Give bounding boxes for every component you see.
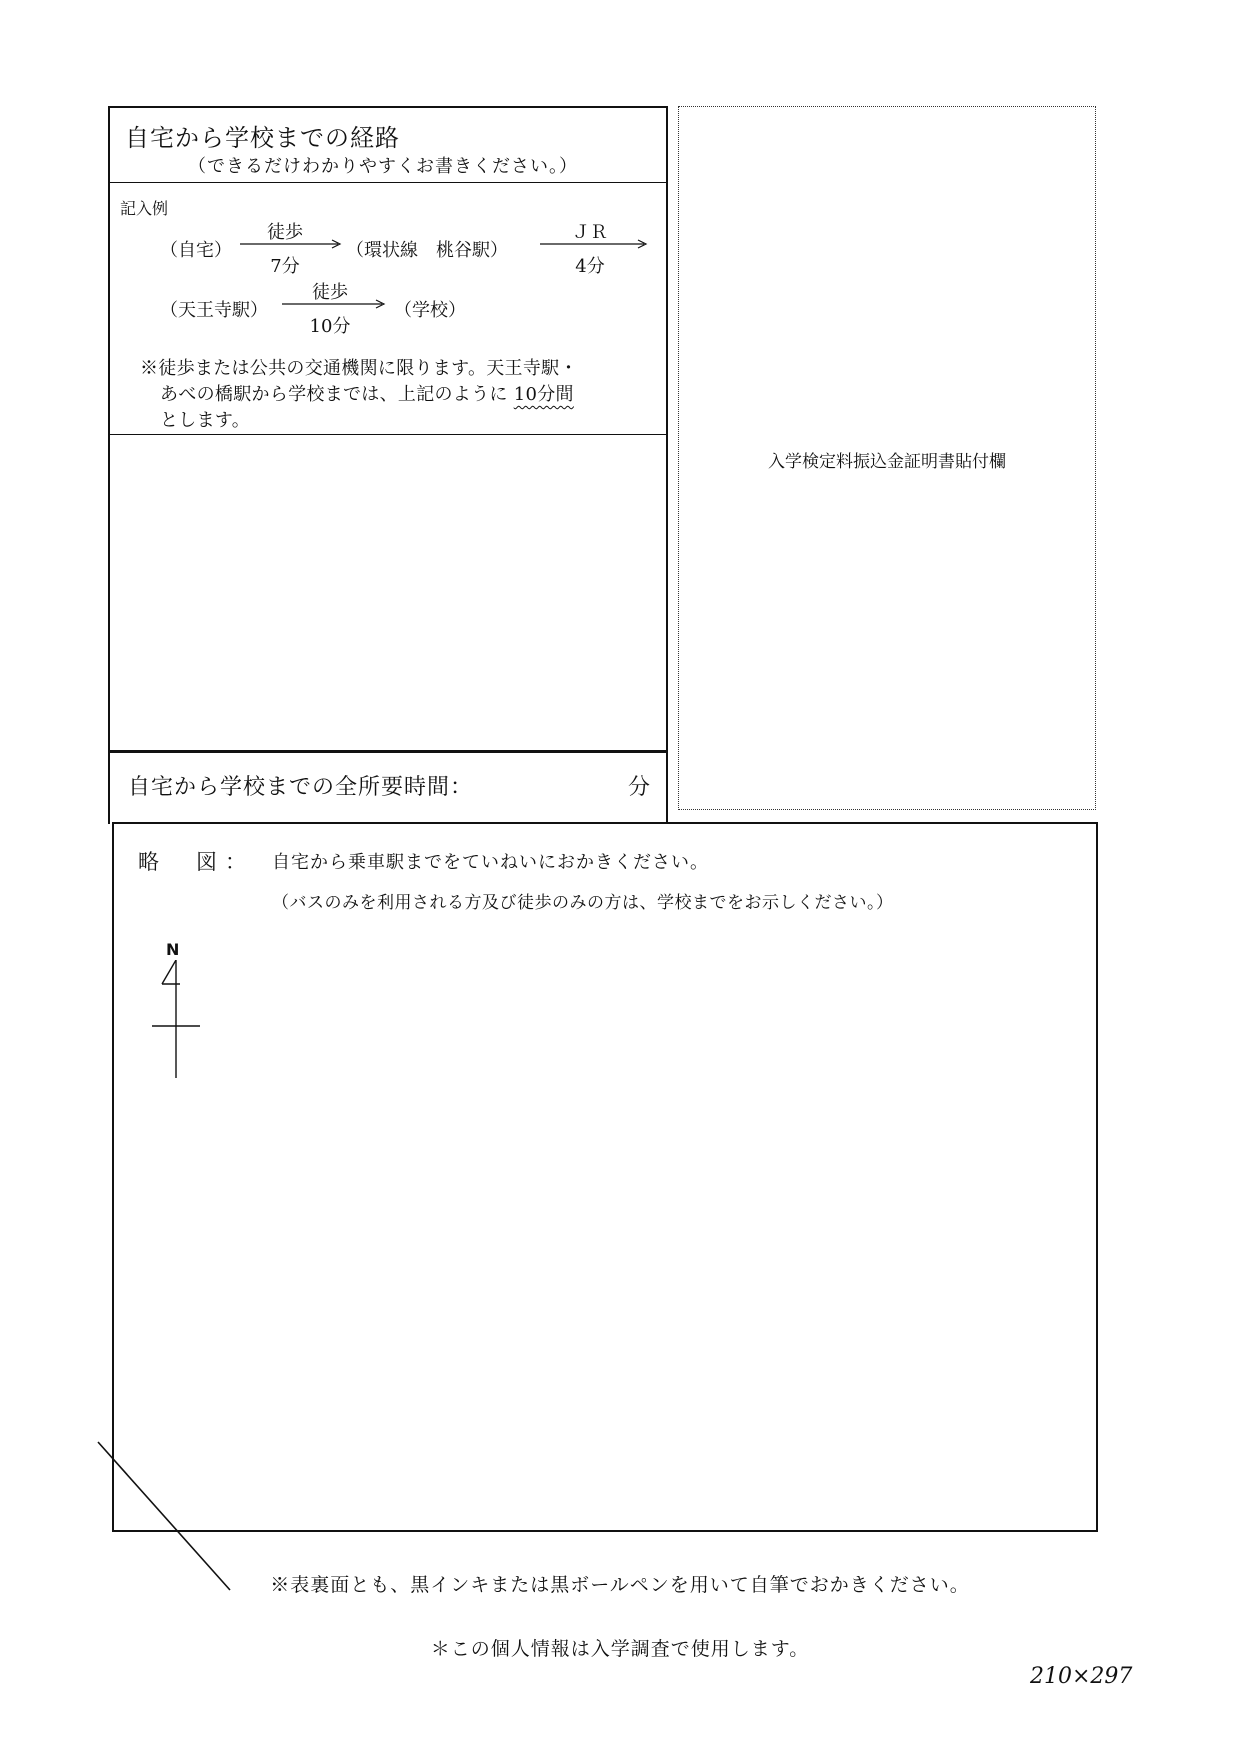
route-subtitle: （できるだけわかりやすくお書きください。） bbox=[188, 156, 578, 177]
receipt-label: 入学検定料振込金証明書貼付欄 bbox=[768, 452, 1006, 472]
total-time-unit: 分 bbox=[628, 775, 651, 800]
map-section bbox=[112, 822, 1098, 1532]
example-arrow2-bottom: 4分 bbox=[575, 256, 605, 277]
receipt-attachment-area[interactable] bbox=[678, 106, 1096, 810]
example-arrow3-top: 徒歩 bbox=[312, 282, 348, 303]
north-label: N bbox=[166, 940, 180, 959]
route-note-line1: ※徒歩または公共の交通機関に限ります。天王寺駅・ bbox=[140, 358, 578, 379]
route-section bbox=[108, 106, 668, 752]
total-time-row bbox=[108, 750, 668, 824]
map-instruction: 自宅から乗車駅までをていねいにおかきください。 bbox=[272, 852, 709, 873]
map-drawing-area[interactable] bbox=[214, 934, 1086, 1520]
example-label: 記入例 bbox=[120, 199, 169, 218]
north-arrow-icon bbox=[150, 960, 202, 1080]
example-arrow2 bbox=[540, 238, 650, 250]
map-title: 略 図： bbox=[138, 850, 254, 874]
route-note-line2 bbox=[160, 380, 574, 406]
handwritten-size-mark: 210×297 bbox=[1030, 1664, 1133, 1689]
footer-privacy-note: ＊この個人情報は入学調査で使用します。 bbox=[430, 1638, 810, 1660]
total-time-label: 自宅から学校までの全所要時間： bbox=[128, 775, 474, 800]
route-title: 自宅から学校までの経路 bbox=[125, 124, 400, 152]
route-note-highlight: 10分間 bbox=[513, 384, 574, 405]
example-node-momodani: （環状線 桃谷駅） bbox=[346, 240, 508, 261]
example-arrow2-top: ＪＲ bbox=[572, 222, 608, 243]
route-note-line3: とします。 bbox=[160, 410, 251, 431]
example-arrow3-bottom: 10分 bbox=[309, 316, 351, 337]
example-arrow1 bbox=[240, 238, 344, 250]
route-note-line2-prefix: あべの橋駅から学校までは、上記のように bbox=[160, 384, 508, 405]
example-arrow3 bbox=[282, 298, 388, 310]
example-node-tennoji: （天王寺駅） bbox=[160, 300, 268, 321]
route-input-area[interactable] bbox=[110, 436, 666, 752]
footer-instruction: ※表裏面とも、黒インキまたは黒ボールペンを用いて自筆でおかきください。 bbox=[270, 1574, 970, 1596]
example-divider bbox=[110, 434, 666, 435]
total-time-input[interactable] bbox=[270, 768, 610, 800]
example-arrow1-top: 徒歩 bbox=[267, 222, 303, 243]
example-node-school: （学校） bbox=[394, 300, 466, 321]
example-node-home: （自宅） bbox=[160, 240, 232, 261]
example-arrow1-bottom: 7分 bbox=[270, 256, 300, 277]
route-header-divider bbox=[110, 182, 666, 183]
map-note: （バスのみを利用される方及び徒歩のみの方は、学校までをお示しください。） bbox=[272, 893, 894, 913]
